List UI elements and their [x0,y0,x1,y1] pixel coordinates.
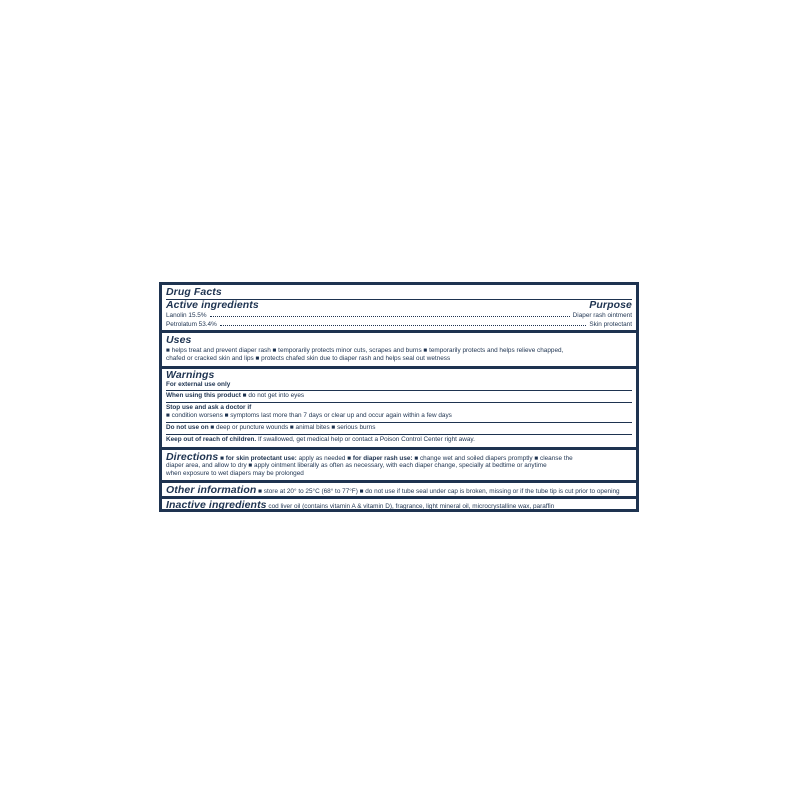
ingredient-name: Petrolatum 53.4% [166,321,217,328]
dot-leader [210,311,570,317]
dot-leader [220,320,587,326]
inactive-ingredients-text: cod liver oil (contains vitamin A & vitamin D), fragrance, light mineral oil, microcrystalline wax, paraffin [266,503,555,510]
uses-text-line: ■ helps treat and prevent diaper rash ■ temporarily protects minor cuts, scrapes and burns ■ temporarily protects and helps relieve chapped, [166,347,564,354]
active-ingredients-heading: Active ingredients [166,299,259,311]
ingredient-row [166,320,632,330]
skin-protectant-label: ■ for skin protectant use: [220,455,297,462]
inactive-ingredients-heading: Inactive ingredients [166,499,267,511]
divider [166,402,632,403]
external-use-text: For external use only [166,381,231,388]
keep-out-text [166,436,632,445]
stop-use-detail: ■ condition worsens ■ symptoms last more than 7 days or clear up and occur again within a few days [166,412,452,419]
uses-text-line: chafed or cracked skin and lips ■ protects chafed skin due to diaper rash and helps seal out wetness [166,355,451,362]
directions-text-line: diaper area, and allow to dry ■ apply ointment liberally as often as necessary, with each diaper change, specially at bedtime or anytime [166,462,547,469]
drug-facts-panel [159,282,639,512]
warnings-heading: Warnings [166,369,215,381]
keep-out-detail: If swallowed, get medical help or contact a Poison Control Center right away. [256,436,475,443]
ingredient-name: Lanolin 15.5% [166,312,207,319]
other-information-heading: Other information [166,484,257,496]
diaper-rash-text: ■ change wet and soiled diapers promptly ■ cleanse the [412,455,573,462]
section-divider [162,447,636,450]
section-divider [162,480,636,483]
divider [166,434,632,435]
uses-heading: Uses [166,334,192,346]
ingredient-purpose: Skin protectant [589,321,632,328]
divider [166,422,632,423]
active-ingredients-header [166,299,632,311]
directions-text-line: when exposure to wet diapers may be prolonged [166,470,304,477]
other-information-line [166,484,632,497]
do-not-use-detail: ■ deep or puncture wounds ■ animal bites ■ serious burns [208,424,376,431]
inactive-ingredients-line [166,499,632,512]
drug-facts-title: Drug Facts [166,286,222,298]
skin-protectant-text: apply as needed [296,455,348,462]
when-using-text [166,392,632,401]
keep-out-label: Keep out of reach of children. [166,436,257,443]
section-divider [162,330,636,333]
ingredient-purpose: Diaper rash ointment [572,312,632,319]
when-using-detail: ■ do not get into eyes [240,392,305,399]
do-not-use-label: Do not use on [166,424,209,431]
divider [166,390,632,391]
purpose-heading: Purpose [589,299,632,311]
do-not-use-text [166,424,632,433]
diaper-rash-label: ■ for diaper rash use: [347,455,413,462]
other-information-text: ■ store at 20° to 25°C (68° to 77°F) ■ do not use if tube seal under cap is broken, missing or if the tube tip is cut prior to opening [256,488,620,495]
when-using-label: When using this product [166,392,241,399]
directions-heading: Directions [166,451,219,463]
stop-use-label: Stop use and ask a doctor if [166,404,252,411]
